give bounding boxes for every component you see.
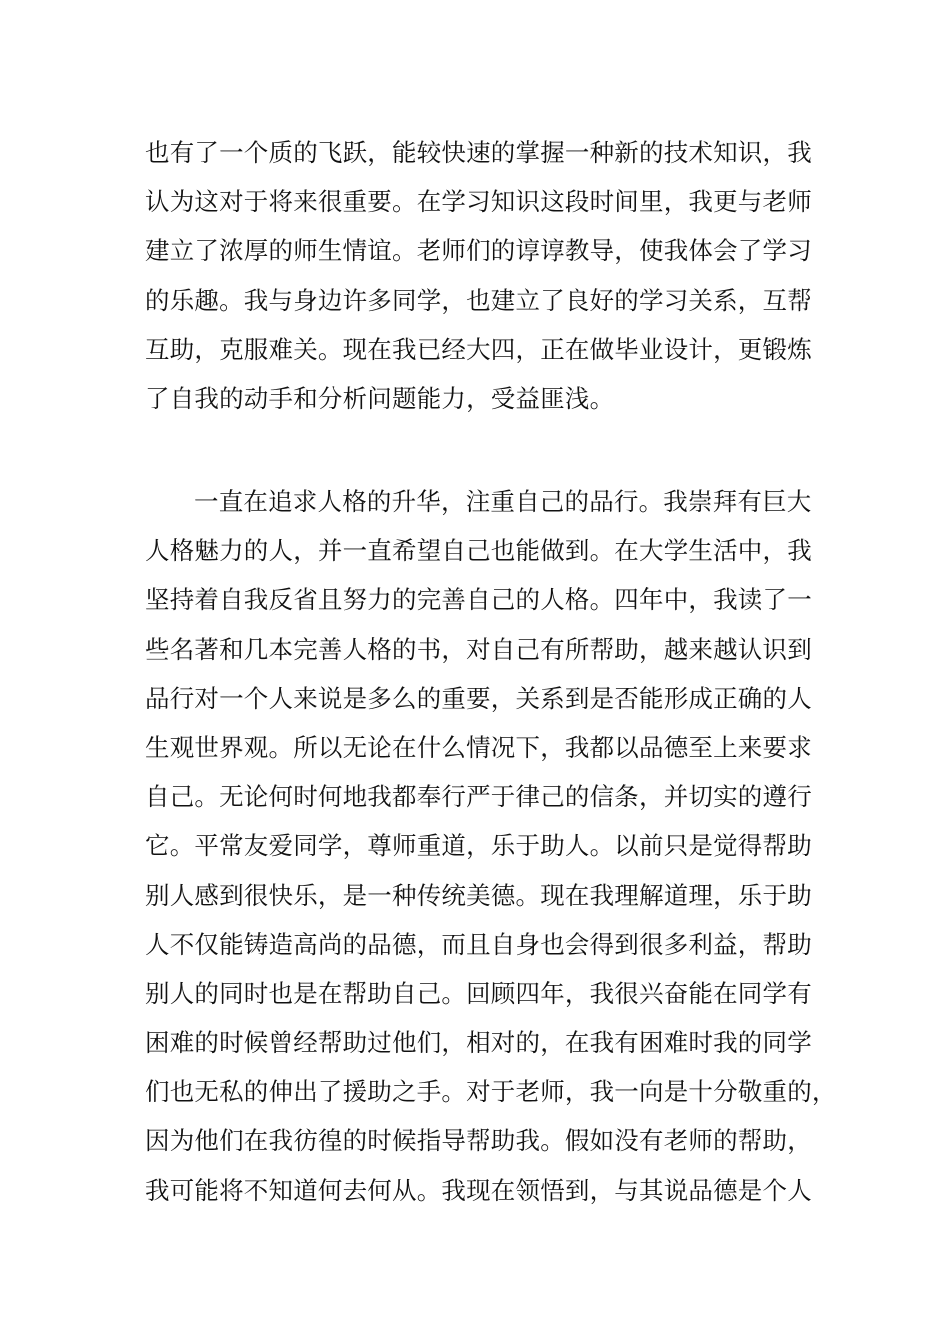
paragraph-line: 也有了一个质的飞跃，能较快速的掌握一种新的技术知识，我 bbox=[145, 138, 812, 167]
paragraph-line: 互助，克服难关。现在我已经大四，正在做毕业设计，更锻炼 bbox=[145, 334, 812, 364]
paragraph-line: 些名著和几本完善人格的书，对自己有所帮助，越来越认识到 bbox=[145, 634, 812, 664]
paragraph-line: 它。平常友爱同学，尊师重道，乐于助人。以前只是觉得帮助 bbox=[145, 831, 812, 861]
paragraph-line: 的乐趣。我与身边许多同学，也建立了良好的学习关系，互帮 bbox=[145, 285, 812, 315]
paragraph-1 bbox=[145, 128, 825, 423]
paragraph-first-line: 一直在追求人格的升华，注重自己的品行。我崇拜有巨大 bbox=[194, 487, 812, 516]
paragraph-line: 品行对一个人来说是多么的重要，关系到是否能形成正确的人 bbox=[145, 683, 812, 713]
paragraph-line: 建立了浓厚的师生情谊。老师们的谆谆教导，使我体会了学习 bbox=[145, 236, 812, 266]
paragraph-line: 人格魅力的人，并一直希望自己也能做到。在大学生活中，我 bbox=[145, 536, 812, 566]
paragraph-line: 别人的同时也是在帮助自己。回顾四年，我很兴奋能在同学有 bbox=[145, 978, 812, 1008]
paragraph-line: 自己。无论何时何地我都奉行严于律己的信条，并切实的遵行 bbox=[145, 782, 812, 812]
paragraph-line: 我可能将不知道何去何从。我现在领悟到，与其说品德是个人 bbox=[145, 1175, 812, 1205]
paragraph-line: 了自我的动手和分析问题能力，受益匪浅。 bbox=[145, 383, 615, 413]
paragraph-2 bbox=[145, 477, 837, 1215]
paragraph-line: 们也无私的伸出了援助之手。对于老师，我一向是十分敬重的， bbox=[145, 1077, 837, 1107]
paragraph-line: 坚持着自我反省且努力的完善自己的人格。四年中，我读了一 bbox=[145, 585, 812, 615]
paragraph-line: 人不仅能铸造高尚的品德，而且自身也会得到很多利益，帮助 bbox=[145, 929, 812, 959]
paragraph-line: 别人感到很快乐，是一种传统美德。现在我理解道理，乐于助 bbox=[145, 880, 812, 910]
paragraph-line: 生观世界观。所以无论在什么情况下，我都以品德至上来要求 bbox=[145, 732, 812, 762]
paragraph-line: 认为这对于将来很重要。在学习知识这段时间里，我更与老师 bbox=[145, 187, 812, 217]
paragraph-line: 困难的时候曾经帮助过他们，相对的，在我有困难时我的同学 bbox=[145, 1028, 812, 1058]
paragraph-line: 因为他们在我彷徨的时候指导帮助我。假如没有老师的帮助， bbox=[145, 1126, 812, 1156]
